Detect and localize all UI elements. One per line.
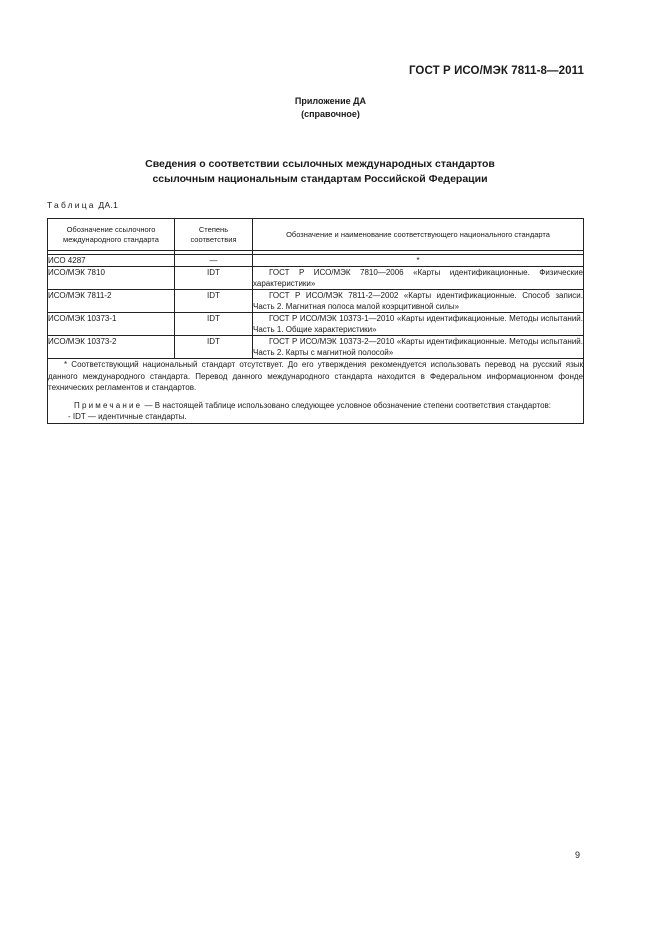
degree-cell: IDT bbox=[175, 313, 253, 336]
reference-cell: ИСО/МЭК 10373-2 bbox=[48, 336, 175, 359]
reference-cell: ИСО/МЭК 7811-2 bbox=[48, 290, 175, 313]
national-cell: * bbox=[253, 255, 584, 267]
degree-cell: IDT bbox=[175, 290, 253, 313]
national-text: ГОСТ Р ИСО/МЭК 7811-2—2002 «Карты идентификационные. Способ записи. Часть 2. Магнитная полоса малой коэрцитивной силы» bbox=[253, 291, 583, 311]
table-label-prefix: Таблица bbox=[47, 200, 96, 210]
table-notes bbox=[48, 359, 584, 424]
national-cell bbox=[253, 290, 584, 313]
reference-cell: ИСО 4287 bbox=[48, 255, 175, 267]
section-title bbox=[0, 157, 640, 187]
document-header: ГОСТ Р ИСО/МЭК 7811-8—2011 bbox=[408, 65, 584, 77]
header-national-standard: Обозначение и наименование соответствующего национального стандарта bbox=[253, 219, 584, 251]
annex-subtitle: (справочное) bbox=[301, 109, 360, 119]
annex-title: Приложение ДА bbox=[294, 96, 367, 106]
section-title-line-2: ссылочным национальным стандартам Российской Федерации bbox=[152, 173, 488, 185]
table-label bbox=[47, 200, 118, 210]
page-number: 9 bbox=[575, 850, 581, 860]
table-header-row bbox=[48, 219, 584, 251]
note-label: Примечание bbox=[74, 400, 143, 410]
note-list-item: - IDT — идентичные стандарты. bbox=[68, 412, 187, 421]
reference-cell: ИСО/МЭК 7810 bbox=[48, 267, 175, 290]
annex-heading bbox=[0, 95, 661, 121]
degree-cell: IDT bbox=[175, 336, 253, 359]
national-cell bbox=[253, 313, 584, 336]
table-row bbox=[48, 267, 584, 290]
table-row bbox=[48, 336, 584, 359]
reference-cell: ИСО/МЭК 10373-1 bbox=[48, 313, 175, 336]
national-cell bbox=[253, 336, 584, 359]
national-cell bbox=[253, 267, 584, 290]
header-reference-standard: Обозначение ссылочного международного стандарта bbox=[48, 219, 175, 251]
national-text: ГОСТ Р ИСО/МЭК 10373-2—2010 «Карты идентификационные. Методы испытаний. Часть 2. Карты с магнитной полосой» bbox=[253, 337, 583, 357]
degree-cell: IDT bbox=[175, 267, 253, 290]
table-notes-row bbox=[48, 359, 584, 424]
national-text: ГОСТ Р ИСО/МЭК 7810—2006 «Карты идентификационные. Физические характеристики» bbox=[253, 268, 583, 288]
table-row bbox=[48, 290, 584, 313]
table-row bbox=[48, 255, 584, 267]
section-title-line-1: Сведения о соответствии ссылочных международных стандартов bbox=[145, 158, 495, 170]
table-footnote: * Соответствующий национальный стандарт отсутствует. До его утверждения рекомендуется использовать перевод на русский язык данного международного стандарта. Перевод данного международного стандарта находится в Федеральном информационном фонде технических регламентов и стандартов. bbox=[48, 360, 583, 392]
header-degree: Степень соответствия bbox=[175, 219, 253, 251]
correspondence-table bbox=[47, 218, 584, 424]
note-text: — В настоящей таблице использовано следующее условное обозначение степени соответствия стандартов: bbox=[144, 400, 551, 410]
table-note bbox=[48, 400, 583, 412]
table-row bbox=[48, 313, 584, 336]
table-label-number: ДА.1 bbox=[98, 200, 119, 210]
national-text: ГОСТ Р ИСО/МЭК 10373-1—2010 «Карты идентификационные. Методы испытаний. Часть 1. Общие характеристики» bbox=[253, 314, 583, 334]
degree-cell: — bbox=[175, 255, 253, 267]
